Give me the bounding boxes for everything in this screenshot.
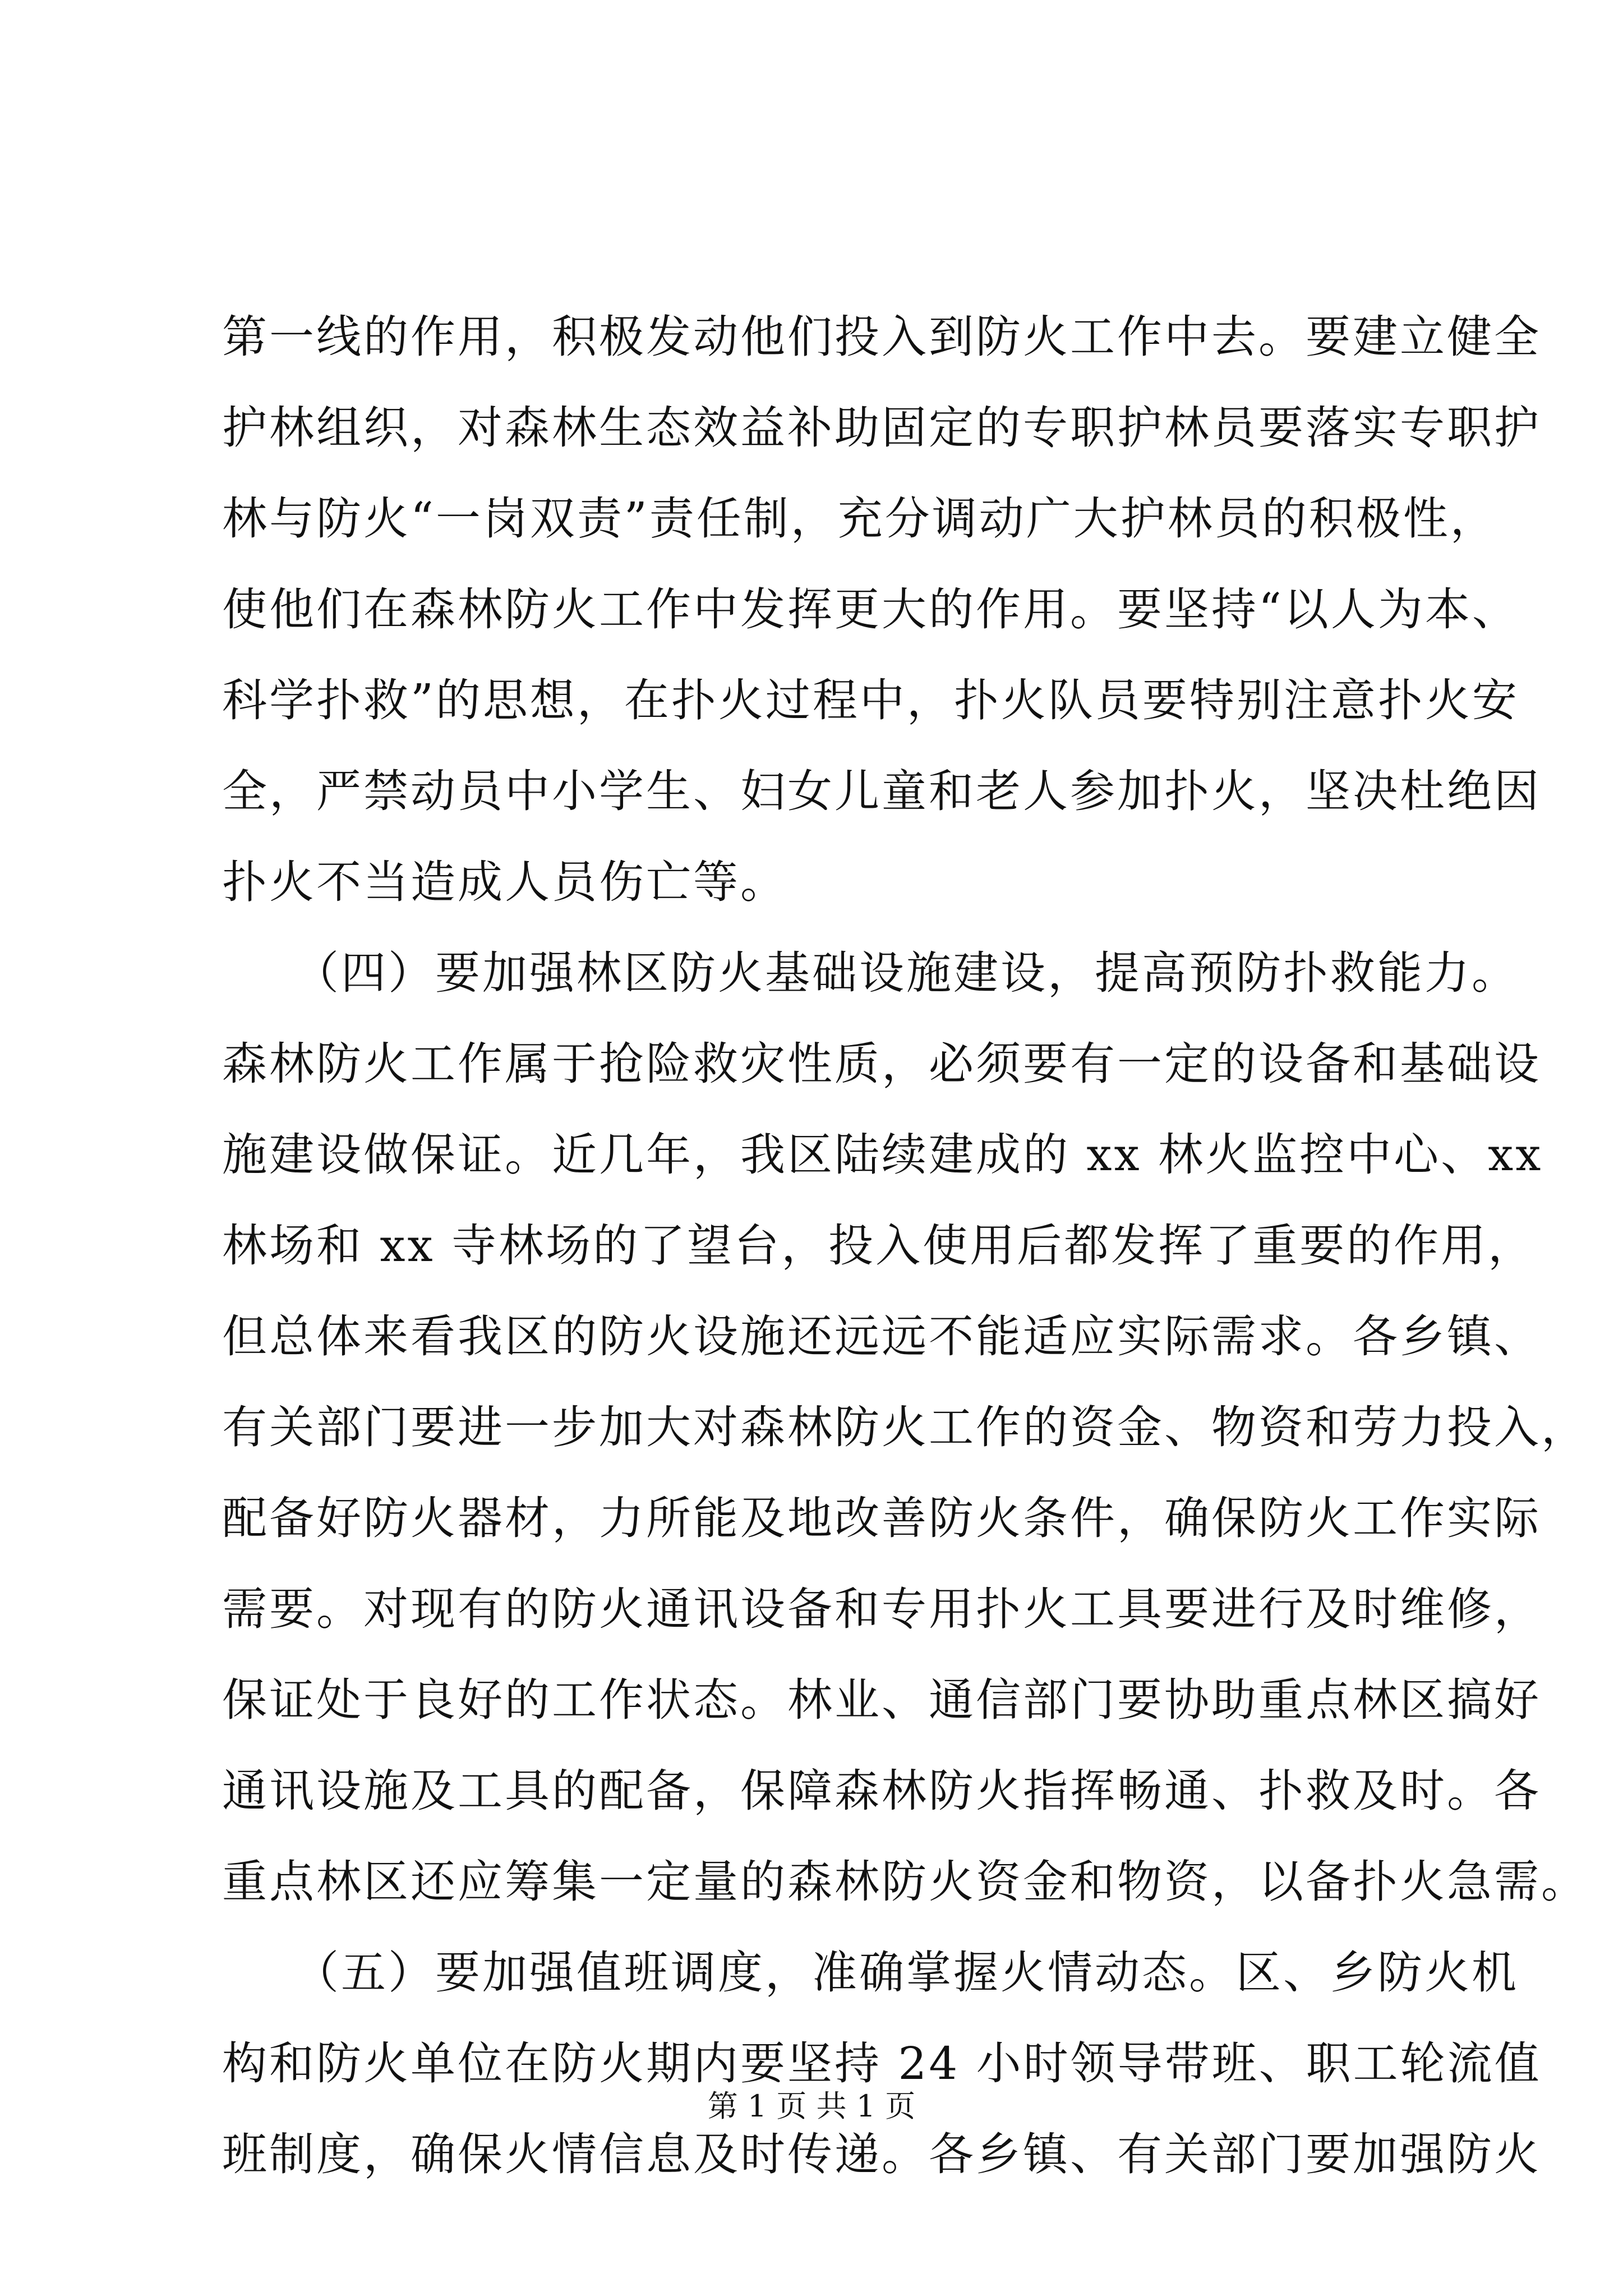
text-line: 班制度，确保火情信息及时传递。各乡镇、有关部门要加强防火 [222,2128,1541,2180]
text-line: 但总体来看我区的防火设施还远远不能适应实际需求。各乡镇、 [222,1310,1541,1363]
page-footer: 第 1 页 共 1 页 [707,2088,916,2124]
text-line: 护林组织，对森林生态效益补助固定的专职护林员要落实专职护 [222,402,1541,454]
text-line: 扑火不当造成人员伤亡等。 [222,856,787,908]
text-line: 森林防火工作属于抢险救灾性质，必须要有一定的设备和基础设 [222,1038,1541,1090]
text-line: 需要。对现有的防火通讯设备和专用扑火工具要进行及时维修， [222,1583,1541,1635]
text-line: 科学扑救”的思想，在扑火过程中，扑火队员要特别注意扑火安 [222,674,1519,726]
text-line: 第一线的作用，积极发动他们投入到防火工作中去。要建立健全 [222,311,1541,363]
text-line: 林场和 xx 寺林场的了望台，投入使用后都发挥了重要的作用， [222,1220,1536,1272]
text-line: 保证处于良好的工作状态。林业、通信部门要协助重点林区搞好 [222,1674,1541,1726]
text-line: 全，严禁动员中小学生、妇女儿童和老人参加扑火，坚决杜绝因 [222,765,1541,817]
body-text [222,292,1588,2200]
text-line: 通讯设施及工具的配备，保障森林防火指挥畅通、扑救及时。各 [222,1765,1541,1817]
text-line: 有关部门要进一步加大对森林防火工作的资金、物资和劳力投入， [222,1401,1588,1453]
text-line: 使他们在森林防火工作中发挥更大的作用。要坚持“以人为本、 [222,583,1519,636]
text-line: 重点林区还应筹集一定量的森林防火资金和物资，以备扑火急需。 [222,1856,1588,1908]
text-line: （五）要加强值班调度，准确掌握火情动态。区、乡防火机 [222,1947,1519,1999]
text-line: 配备好防火器材，力所能及地改善防火条件，确保防火工作实际 [222,1492,1541,1544]
text-line: 施建设做保证。近几年，我区陆续建成的 xx 林火监控中心、xx [222,1129,1543,1181]
text-line: 林与防火“一岗双责”责任制，充分调动广大护林员的积极性， [222,493,1497,545]
text-line: 构和防火单位在防火期内要坚持 24 小时领导带班、职工轮流值 [222,2037,1542,2090]
text-line: （四）要加强林区防火基础设施建设，提高预防扑救能力。 [222,947,1519,999]
